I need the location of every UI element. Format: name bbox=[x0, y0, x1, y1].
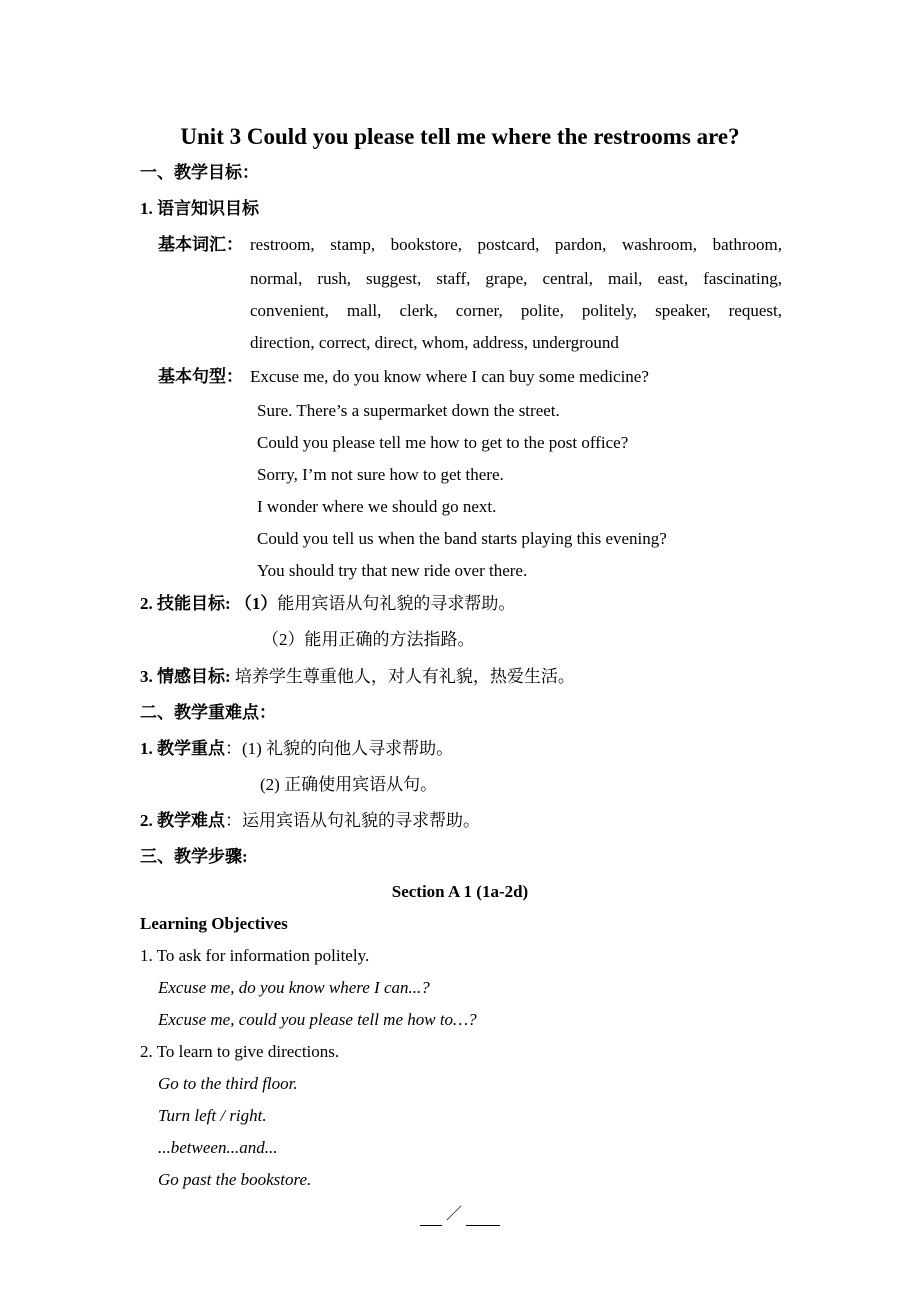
skill-label: 2. 技能目标: bbox=[140, 594, 231, 613]
example-sentence: Excuse me, do you know where I can...? bbox=[158, 978, 430, 997]
difficulty-line bbox=[140, 810, 480, 832]
page-footer bbox=[0, 1204, 920, 1226]
example-sentence: Excuse me, could you please tell me how to…? bbox=[158, 1010, 477, 1029]
section-3-heading: 三、教学步骤: bbox=[140, 847, 248, 866]
key-point-2: (2) 正确使用宾语从句。 bbox=[260, 775, 438, 794]
emotion-label: 3. 情感目标: bbox=[140, 667, 231, 686]
language-knowledge-heading: 1. 语言知识目标 bbox=[140, 199, 259, 218]
page-number-blank bbox=[420, 1211, 442, 1226]
page-total-blank bbox=[466, 1211, 500, 1226]
section-title: Section A 1 (1a-2d) bbox=[391, 882, 529, 901]
sentence-pattern: Could you please tell me how to get to the post office? bbox=[257, 433, 629, 452]
skill-objective-2: （2）能用正确的方法指路。 bbox=[262, 630, 475, 649]
key-point-1: ：(1) 礼貌的向他人寻求帮助。 bbox=[225, 739, 454, 758]
key-points-line bbox=[140, 738, 453, 760]
emotion-objective-line bbox=[140, 666, 575, 688]
difficulty-point: ：运用宾语从句礼貌的寻求帮助。 bbox=[225, 811, 480, 830]
sentence-pattern-label: 基本句型： bbox=[158, 367, 243, 386]
sentence-pattern: I wonder where we should go next. bbox=[257, 497, 497, 516]
sentence-pattern: Excuse me, do you know where I can buy some medicine? bbox=[250, 367, 649, 386]
sentence-pattern: Could you tell us when the band starts playing this evening? bbox=[257, 529, 667, 548]
vocab-line: convenient, mall, clerk, corner, polite, politely, speaker, request, bbox=[250, 301, 782, 320]
example-sentence: ...between...and... bbox=[158, 1138, 278, 1157]
objective-1: 1. To ask for information politely. bbox=[140, 946, 370, 965]
example-sentence: Turn left / right. bbox=[158, 1106, 267, 1125]
sentence-pattern: Sure. There’s a supermarket down the street. bbox=[257, 401, 560, 420]
key-points-label: 1. 教学重点 bbox=[140, 739, 225, 758]
emotion-objective: 培养学生尊重他人，对人有礼貌，热爱生活。 bbox=[230, 667, 575, 686]
sentence-pattern: Sorry, I’m not sure how to get there. bbox=[257, 465, 504, 484]
example-sentence: Go to the third floor. bbox=[158, 1074, 298, 1093]
document-title: Unit 3 Could you please tell me where the restrooms are? bbox=[180, 124, 740, 149]
section-1-heading: 一、教学目标： bbox=[140, 163, 259, 182]
learning-objectives-heading: Learning Objectives bbox=[140, 914, 288, 933]
skill-objective-1: 能用宾语从句礼貌的寻求帮助。 bbox=[277, 594, 516, 613]
objective-2: 2. To learn to give directions. bbox=[140, 1042, 340, 1061]
skill-objective-line bbox=[140, 593, 515, 615]
example-sentence: Go past the bookstore. bbox=[158, 1170, 312, 1189]
vocab-line: restroom, stamp, bookstore, postcard, pardon, washroom, bathroom, bbox=[250, 235, 782, 254]
vocab-label: 基本词汇： bbox=[158, 235, 243, 254]
sentence-pattern: You should try that new ride over there. bbox=[257, 561, 528, 580]
section-2-heading: 二、教学重难点： bbox=[140, 703, 276, 722]
difficulty-label: 2. 教学难点 bbox=[140, 811, 225, 830]
vocab-line: normal, rush, suggest, staff, grape, central, mail, east, fascinating, bbox=[250, 269, 782, 288]
page-separator: ／ bbox=[445, 1206, 462, 1223]
skill-number: （1） bbox=[234, 594, 278, 613]
vocab-line: direction, correct, direct, whom, address, underground bbox=[250, 333, 619, 352]
